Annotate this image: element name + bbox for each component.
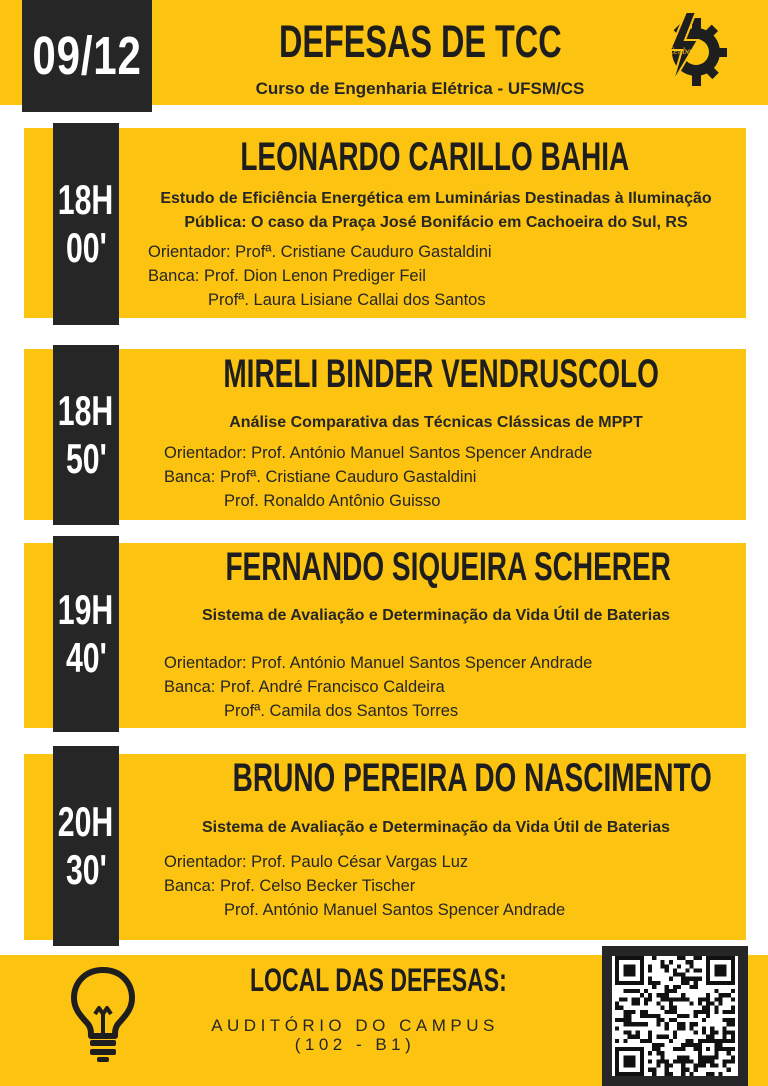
time-hour: 20H (58, 798, 114, 845)
time-minutes: 00' (65, 224, 107, 271)
qr-code[interactable] (612, 956, 738, 1076)
panel-member: Prof. Ronaldo Antônio Guisso (224, 492, 441, 510)
student-name: FERNANDO SIQUEIRA SCHERER (225, 545, 671, 589)
time-hour: 18H (58, 387, 114, 434)
time-minutes: 40' (65, 634, 107, 681)
date-badge (22, 0, 152, 112)
student-name: MIRELI BINDER VENDRUSCOLO (223, 352, 659, 396)
panel-member: Prof. António Manuel Santos Spencer Andrade (224, 901, 566, 919)
time-badge (53, 746, 119, 946)
advisor: Orientador: Prof. Paulo César Vargas Luz (164, 853, 469, 871)
date-text: 09/12 (32, 26, 142, 86)
time-badge (53, 123, 119, 325)
page-title: DEFESAS DE TCC (278, 16, 562, 67)
svg-text:Cenbe: Cenbe (668, 46, 691, 56)
location-place: AUDITÓRIO DO CAMPUS (102 - B1) (211, 1016, 499, 1054)
advisor: Orientador: Prof. António Manuel Santos Spencer Andrade (164, 444, 593, 462)
student-name: BRUNO PEREIRA DO NASCIMENTO (232, 756, 712, 800)
panel-member: Profª. Laura Lisiane Callai dos Santos (208, 291, 486, 309)
advisor: Orientador: Prof. António Manuel Santos Spencer Andrade (164, 654, 593, 672)
time-badge (53, 536, 119, 732)
student-name: LEONARDO CARILLO BAHIA (240, 135, 630, 179)
time-badge (53, 345, 119, 525)
thesis-title: Sistema de Avaliação e Determinação da Vida Útil de Baterias (201, 607, 671, 624)
lightbulb-icon (68, 964, 138, 1064)
time-hour: 19H (58, 586, 114, 633)
thesis-title: Estudo de Eficiência Energética em Luminárias Destinadas à Iluminação Pública: O caso da Praça José Bonifácio em Cachoeira do Sul, RS (160, 190, 712, 231)
advisor: Orientador: Profª. Cristiane Cauduro Gastaldini (148, 243, 492, 261)
page-subtitle: Curso de Engenharia Elétrica - UFSM/CS (255, 79, 585, 98)
panel-member: Banca: Prof. Dion Lenon Prediger Feil (148, 267, 426, 285)
thesis-title: Sistema de Avaliação e Determinação da Vida Útil de Baterias (201, 819, 671, 836)
panel-member: Banca: Prof. André Francisco Caldeira (164, 678, 445, 696)
thesis-title: Análise Comparativa das Técnicas Clássicas de MPPT (229, 414, 643, 431)
panel-member: Profª. Camila dos Santos Torres (224, 702, 459, 720)
time-minutes: 30' (65, 846, 107, 893)
time-minutes: 50' (65, 435, 107, 482)
panel-member: Banca: Prof. Celso Becker Tischer (164, 877, 416, 895)
department-gear-logo (652, 10, 728, 90)
time-hour: 18H (58, 176, 114, 223)
location-label: LOCAL DAS DEFESAS: (249, 962, 507, 998)
panel-member: Banca: Profª. Cristiane Cauduro Gastaldini (164, 468, 477, 486)
